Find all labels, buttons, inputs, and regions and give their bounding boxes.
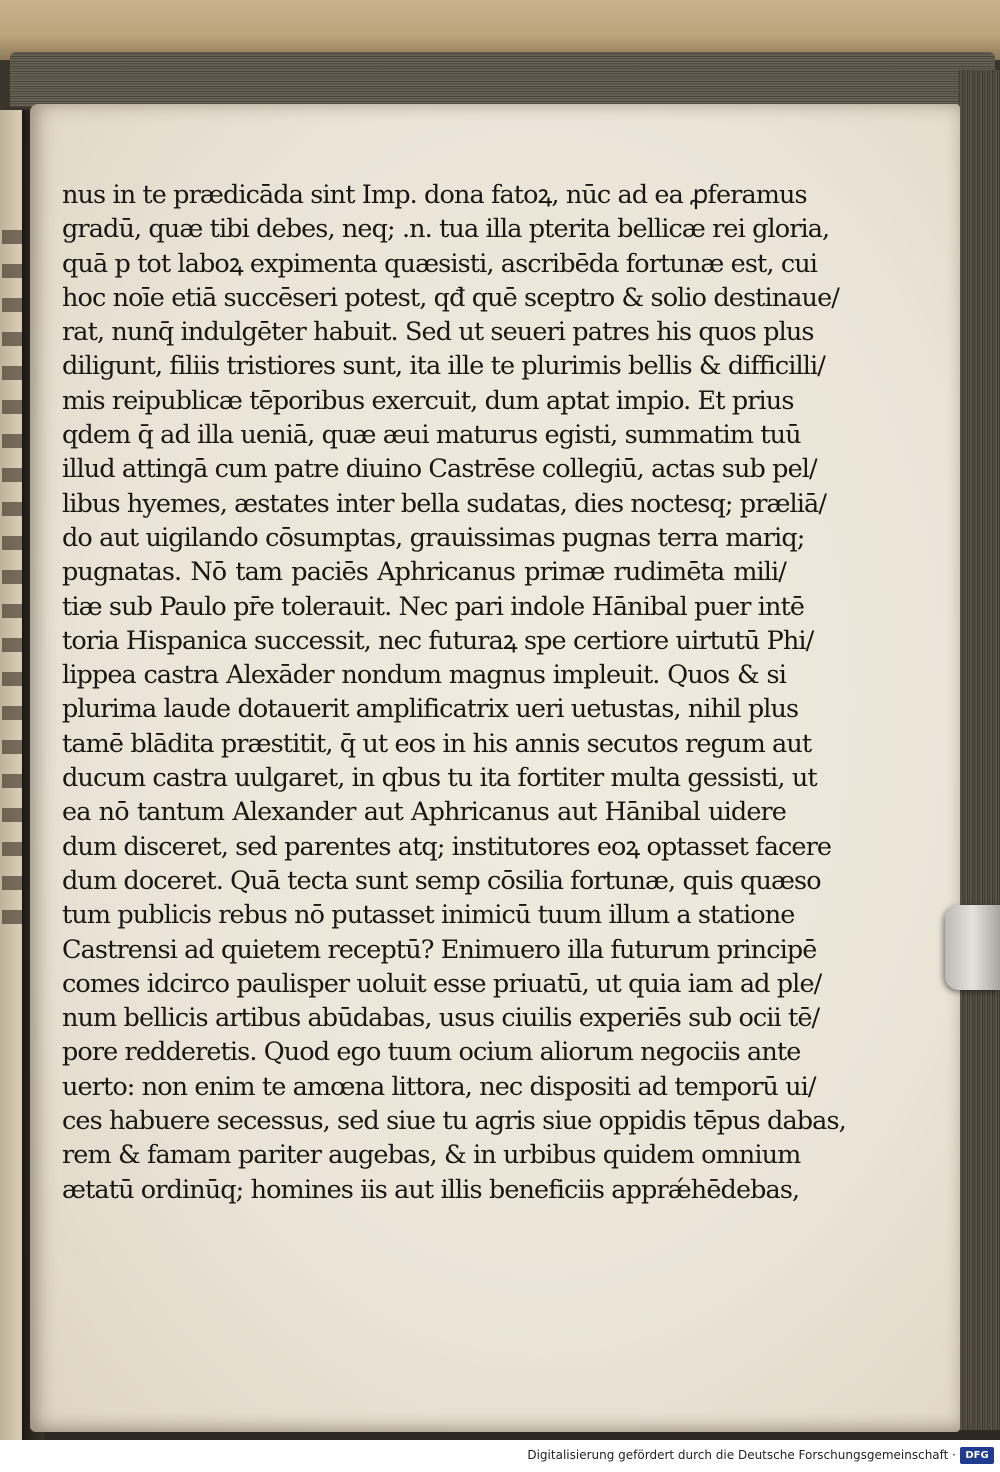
text-line: plurima laude dotauerit amplificatrix ueri uetustas, nihil plus <box>62 694 799 725</box>
text-line: nus in te prædicāda sint Imp. dona fatoꝝ, nūc ad ea ꝓferamus <box>62 180 807 210</box>
text-line: uerto: non enim te amœna littora, nec dispositi ad temporū ui/ <box>62 1071 816 1102</box>
text-line: rat, nunq̄ indulgēter habuit. Sed ut seueri patres his quos plus <box>62 317 814 348</box>
dfg-logo: DFG <box>960 1447 994 1464</box>
text-line: ces habuere secessus, sed siue tu agris siue oppidis tēpus dabas, <box>62 1106 846 1137</box>
book-binding-top <box>0 0 1000 60</box>
funding-credit: Digitalisierung gefördert durch die Deutsche Forschungsgemeinschaft · <box>527 1448 956 1462</box>
text-line: quā p tot laboꝝ expimenta quæsisti, ascribēda fortunæ est, cui <box>62 248 817 279</box>
text-line: hoc noīe etiā succēseri potest, qđ quē sceptro & solio destinaue/ <box>62 282 839 313</box>
text-line: dum disceret, sed parentes atq; institutores eoꝝ optasset facere <box>62 831 832 862</box>
text-line: comes idcirco paulisper uoluit esse priuatū, ut quia iam ad ple/ <box>62 968 822 999</box>
text-line: illud attingā cum patre diuino Castrēse collegiū, actas sub pel/ <box>62 454 817 485</box>
text-line: dum doceret. Quā tecta sunt semp cōsilia fortunæ, quis quæso <box>62 865 821 896</box>
page-edges-top <box>10 52 995 107</box>
text-line: qdem q̄ ad illa ueniā, quæ æui maturus egisti, summatim tuū <box>62 420 801 451</box>
text-line: tiæ sub Paulo pr̄e tolerauit. Nec pari indole Hānibal puer intē <box>62 591 805 622</box>
page-edges-right <box>958 70 1000 1430</box>
funding-footer <box>0 1440 1000 1472</box>
page-text <box>62 178 846 1207</box>
text-line: gradū, quæ tibi debes, neq; .n. tua illa pterita bellicæ rei gloria, <box>62 214 830 245</box>
text-line: ea nō tantum Alexander aut Aphricanus aut Hānibal uidere <box>62 797 786 828</box>
text-line: ætatū ordinūq; homines iis aut illis beneficiis apprǽhēdebas, <box>62 1174 800 1205</box>
text-line: do aut uigilando cōsumptas, grauissimas pugnas terra mariq; <box>62 522 805 553</box>
text-line: num bellicis artibus abūdabas, usus ciuilis experiēs sub ocii tē/ <box>62 1003 820 1034</box>
page-clip <box>945 905 1000 990</box>
text-line: Castrensi ad quietem receptū? Enimuero illa futurum principē <box>62 934 817 965</box>
text-line: diligunt, filiis tristiores sunt, ita ille te plurimis bellis & difficilli/ <box>62 351 825 382</box>
text-line: libus hyemes, æstates inter bella sudatas, dies noctesq; præliā/ <box>62 488 827 519</box>
text-line: tamē blādita præstitit, q̄ ut eos in his annis secutos regum aut <box>62 728 812 759</box>
text-line: pore redderetis. Quod ego tuum ocium aliorum negociis ante <box>62 1037 801 1068</box>
text-line: ducum castra uulgaret, in qbus tu ita fortiter multa gessisti, ut <box>62 763 817 794</box>
text-line: pugnatas. Nō tam paciēs Aphricanus primæ rudimēta mili/ <box>62 557 786 588</box>
text-line: toria Hispanica successit, nec futuraꝝ spe certiore uirtutū Phi/ <box>62 625 814 656</box>
text-line: rem & famam pariter augebas, & in urbibus quidem omnium <box>62 1140 801 1171</box>
text-line: lippea castra Alexāder nondum magnus impleuit. Quos & si <box>62 660 786 691</box>
text-line: mis reipublicæ tēporibus exercuit, dum aptat impio. Et prius <box>62 385 794 416</box>
text-line: tum publicis rebus nō putasset inimicū tuum illum a statione <box>62 900 795 931</box>
